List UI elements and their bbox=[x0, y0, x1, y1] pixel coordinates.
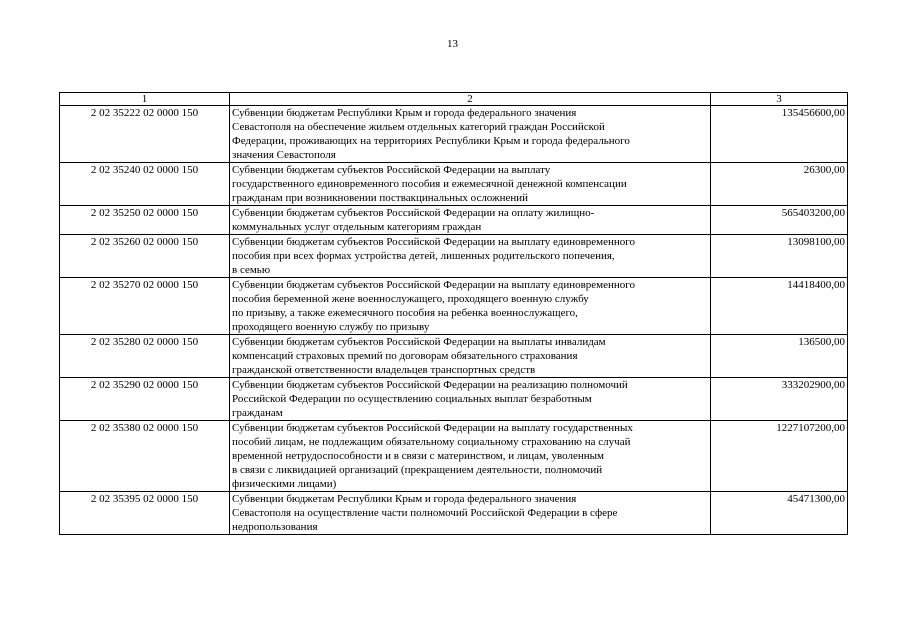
revenue-description bbox=[230, 206, 711, 235]
budget-classification-code: 2 02 35250 02 0000 150 bbox=[60, 206, 230, 235]
description-line: компенсаций страховых премий по договорам обязательного страхования bbox=[232, 350, 578, 362]
table-row bbox=[60, 335, 848, 378]
amount-value: 1227107200,00 bbox=[711, 421, 848, 492]
description-line: гражданам bbox=[232, 407, 283, 419]
description-line: в семью bbox=[232, 264, 271, 276]
table-row bbox=[60, 421, 848, 492]
description-line: в связи с ликвидацией организаций (прекращением деятельности, полномочий bbox=[232, 464, 603, 476]
budget-classification-code: 2 02 35280 02 0000 150 bbox=[60, 335, 230, 378]
revenue-description bbox=[230, 235, 711, 278]
amount-value: 136500,00 bbox=[711, 335, 848, 378]
description-line: пособия при всех формах устройства детей, лишенных родительского попечения, bbox=[232, 250, 615, 262]
description-line: Субвенции бюджетам Республики Крым и города федерального значения bbox=[232, 107, 577, 119]
amount-value: 14418400,00 bbox=[711, 278, 848, 335]
description-line: физическими лицами) bbox=[232, 478, 337, 490]
table-row bbox=[60, 492, 848, 535]
column-header-amount: 3 bbox=[711, 93, 848, 106]
amount-value: 135456600,00 bbox=[711, 106, 848, 163]
table-row bbox=[60, 235, 848, 278]
description-line: Субвенции бюджетам субъектов Российской Федерации на выплату единовременного bbox=[232, 279, 636, 291]
revenue-description bbox=[230, 378, 711, 421]
budget-classification-code: 2 02 35222 02 0000 150 bbox=[60, 106, 230, 163]
budget-classification-code: 2 02 35380 02 0000 150 bbox=[60, 421, 230, 492]
description-line: Субвенции бюджетам субъектов Российской Федерации на выплату bbox=[232, 164, 551, 176]
description-line: по призыву, а также ежемесячного пособия на ребенка военнослужащего, bbox=[232, 307, 578, 319]
description-line: гражданам при возникновении поствакцинальных осложнений bbox=[232, 192, 529, 204]
budget-classification-code: 2 02 35240 02 0000 150 bbox=[60, 163, 230, 206]
revenue-description bbox=[230, 492, 711, 535]
description-line: пособий лицам, не подлежащим обязательному социальному страхованию на случай bbox=[232, 436, 631, 448]
budget-classification-code: 2 02 35290 02 0000 150 bbox=[60, 378, 230, 421]
description-line: государственного единовременного пособия и ежемесячной денежной компенсации bbox=[232, 178, 627, 190]
column-header-code: 1 bbox=[60, 93, 230, 106]
table-row bbox=[60, 206, 848, 235]
amount-value: 333202900,00 bbox=[711, 378, 848, 421]
description-line: пособия беременной жене военнослужащего, проходящего военную службу bbox=[232, 293, 589, 305]
description-line: Российской Федерации по осуществлению социальных выплат безработным bbox=[232, 393, 592, 405]
budget-revenue-table bbox=[59, 92, 848, 535]
description-line: Севастополя на обеспечение жильем отдельных категорий граждан Российской bbox=[232, 121, 605, 133]
table-row bbox=[60, 163, 848, 206]
revenue-description bbox=[230, 421, 711, 492]
description-line: Субвенции бюджетам субъектов Российской Федерации на выплату государственных bbox=[232, 422, 633, 434]
amount-value: 13098100,00 bbox=[711, 235, 848, 278]
table-row bbox=[60, 278, 848, 335]
table-body bbox=[60, 106, 848, 535]
table-row bbox=[60, 106, 848, 163]
description-line: Субвенции бюджетам субъектов Российской Федерации на выплату единовременного bbox=[232, 236, 636, 248]
description-line: коммунальных услуг отдельным категориям граждан bbox=[232, 221, 482, 233]
page-number: 13 bbox=[447, 38, 458, 50]
amount-value: 26300,00 bbox=[711, 163, 848, 206]
budget-classification-code: 2 02 35395 02 0000 150 bbox=[60, 492, 230, 535]
revenue-description bbox=[230, 278, 711, 335]
description-line: значения Севастополя bbox=[232, 149, 336, 161]
description-line: Субвенции бюджетам субъектов Российской Федерации на реализацию полномочий bbox=[232, 379, 628, 391]
table-row bbox=[60, 378, 848, 421]
description-line: Субвенции бюджетам субъектов Российской Федерации на оплату жилищно- bbox=[232, 207, 595, 219]
revenue-description bbox=[230, 335, 711, 378]
description-line: недропользования bbox=[232, 521, 318, 533]
description-line: гражданской ответственности владельцев транспортных средств bbox=[232, 364, 536, 376]
budget-classification-code: 2 02 35270 02 0000 150 bbox=[60, 278, 230, 335]
amount-value: 45471300,00 bbox=[711, 492, 848, 535]
budget-classification-code: 2 02 35260 02 0000 150 bbox=[60, 235, 230, 278]
column-header-description: 2 bbox=[230, 93, 711, 106]
revenue-description bbox=[230, 106, 711, 163]
description-line: Федерации, проживающих на территориях Республики Крым и города федерального bbox=[232, 135, 630, 147]
table-header-row bbox=[60, 93, 848, 106]
revenue-description bbox=[230, 163, 711, 206]
description-line: Севастополя на осуществление части полномочий Российской Федерации в сфере bbox=[232, 507, 618, 519]
description-line: Субвенции бюджетам Республики Крым и города федерального значения bbox=[232, 493, 577, 505]
description-line: временной нетрудоспособности и в связи с материнством, и лицам, уволенным bbox=[232, 450, 604, 462]
description-line: Субвенции бюджетам субъектов Российской Федерации на выплаты инвалидам bbox=[232, 336, 606, 348]
description-line: проходящего военную службу по призыву bbox=[232, 321, 430, 333]
amount-value: 565403200,00 bbox=[711, 206, 848, 235]
